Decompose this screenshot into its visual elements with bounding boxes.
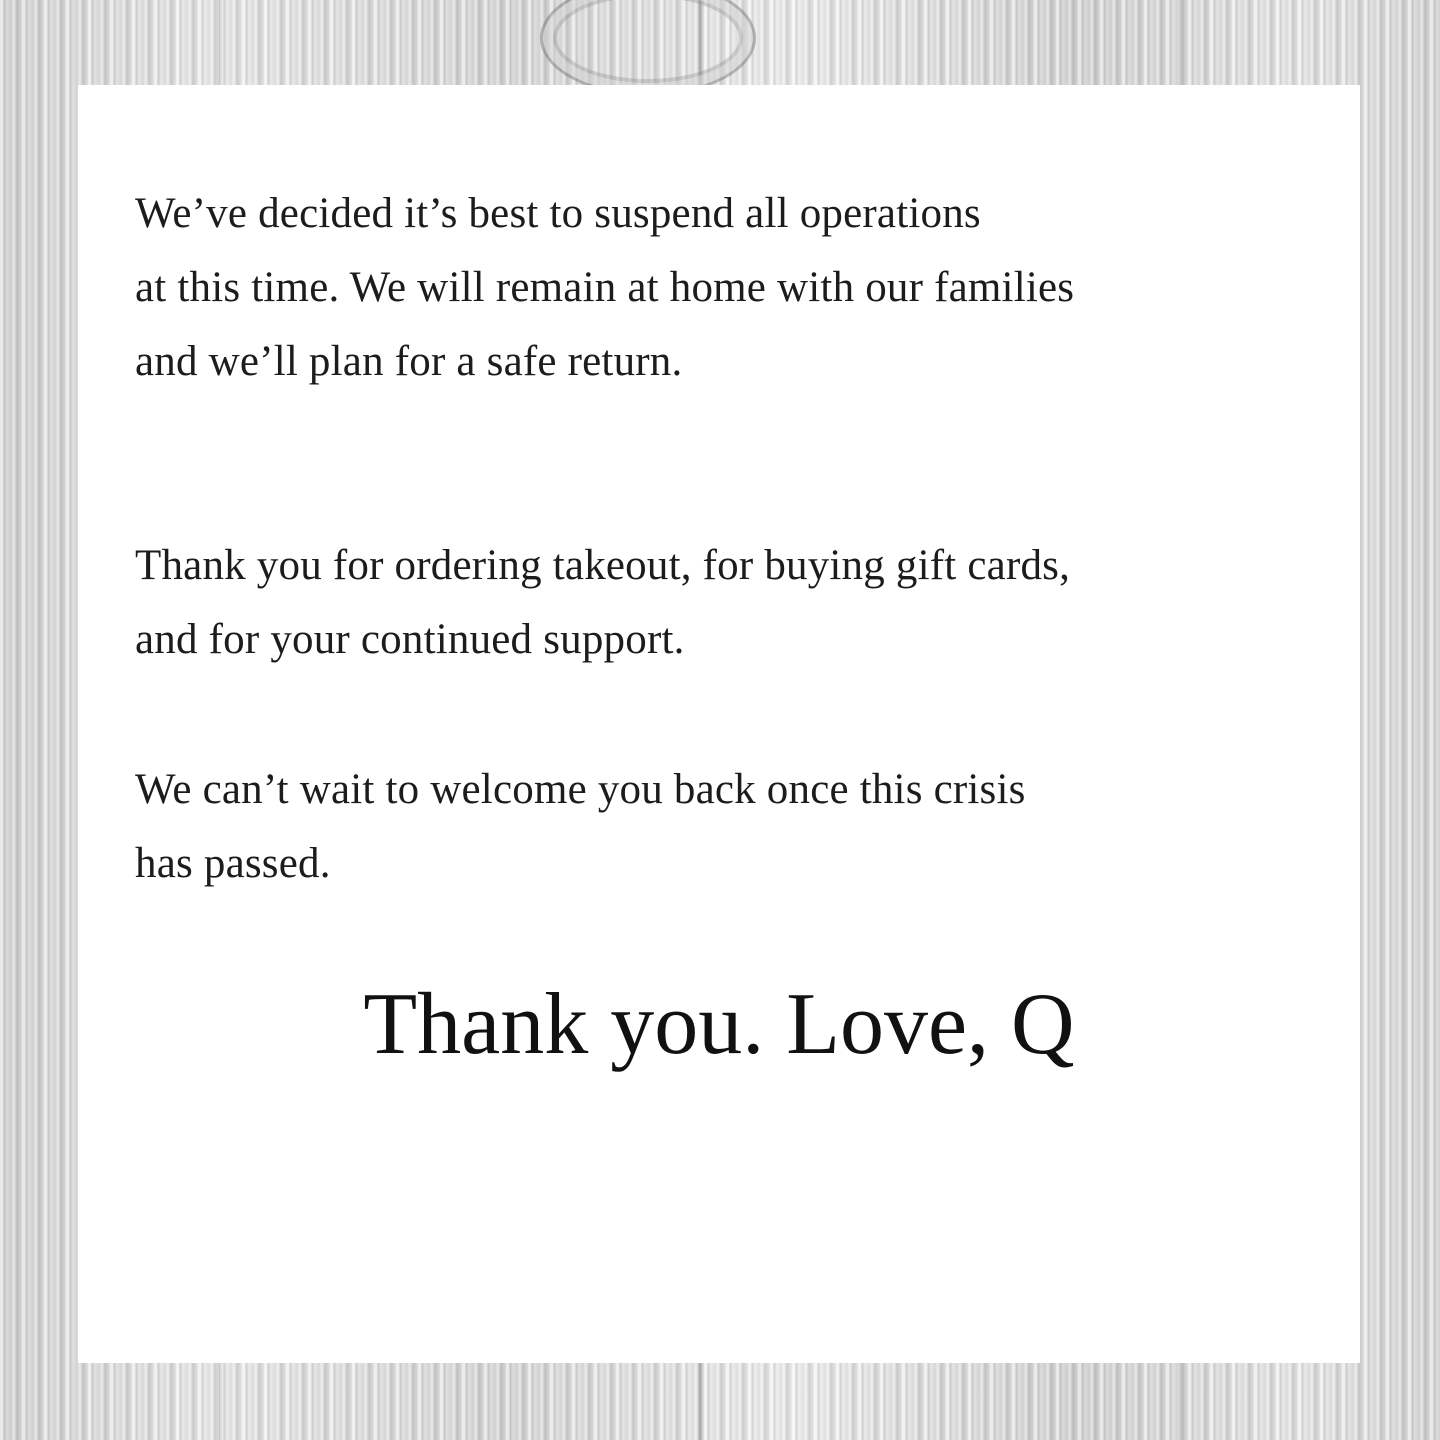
wood-knot [540,0,756,96]
paragraph-suspend-operations [135,177,1074,399]
text-line: We can’t wait to welcome you back once this crisis [135,766,1026,813]
text-line: Thank you for ordering takeout, for buying gift cards, [135,542,1071,589]
text-line: has passed. [135,840,331,887]
signoff: Thank you. Love, Q [363,976,1075,1073]
text-line: and we’ll plan for a safe return. [135,338,683,385]
text-line: We’ve decided it’s best to suspend all operations [135,190,981,237]
paragraph-thank-you-support [135,529,1070,677]
text-line: and for your continued support. [135,616,685,663]
text-line: at this time. We will remain at home with our families [135,264,1075,311]
paragraph-welcome-back [135,753,1026,901]
message-card [78,85,1360,1363]
